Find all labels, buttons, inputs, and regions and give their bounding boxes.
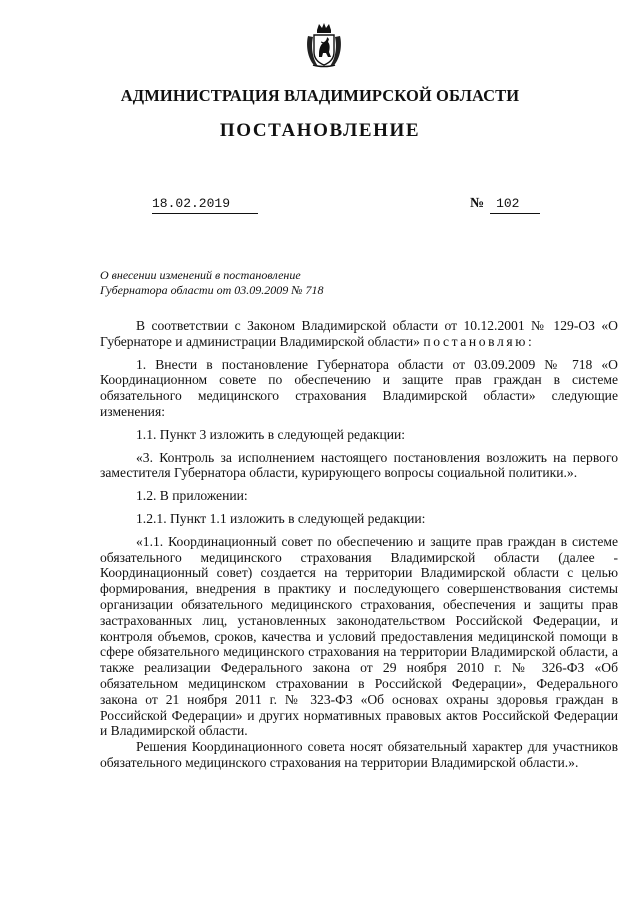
document-date: 18.02.2019 <box>152 196 258 214</box>
organization-title: АДМИНИСТРАЦИЯ ВЛАДИМИРСКОЙ ОБЛАСТИ <box>120 86 520 105</box>
preamble-paragraph <box>100 318 618 350</box>
document-subject <box>100 268 324 298</box>
preamble-action: постановляю: <box>423 333 535 349</box>
item-1-2-1-paragraph: 1.2.1. Пункт 1.1 изложить в следующей редакции: <box>136 510 426 526</box>
item-1-paragraph: 1. Внести в постановление Губернатора области от 03.09.2009 № 718 «О Координационном совете по обеспечению и защите прав граждан в системе обязательного медицинского страхования Владимирской области» следующие изменения: <box>100 356 618 419</box>
item-1-1-paragraph: 1.1. Пункт 3 изложить в следующей редакции: <box>136 426 406 442</box>
item-1-2-paragraph: 1.2. В приложении: <box>136 488 248 504</box>
subject-line: О внесении изменений в постановление <box>100 268 301 282</box>
document-body <box>100 318 618 771</box>
document-number: 102 <box>490 196 540 214</box>
number-sign: № <box>470 196 485 211</box>
item-1-1-text-paragraph: «3. Контроль за исполнением настоящего постановления возложить на первого заместителя Губернатора области, курирующего вопросы социальной политики.». <box>100 449 618 481</box>
subject-line: Губернатора области от 03.09.2009 № 718 <box>100 283 324 297</box>
document-type-title: ПОСТАНОВЛЕНИЕ <box>219 120 421 141</box>
coat-of-arms-emblem <box>305 22 343 68</box>
document-number-block <box>470 194 540 214</box>
item-1-2-1-text-paragraph: «1.1. Координационный совет по обеспечению и защите прав граждан в системе обязательного медицинского страхования Владимирской области (далее - Координационный совет) создается на территории Владимирской области с целью формирования, внедрения в практику и последующего совершенствования системы организации обязательного медицинского страхования, обеспечения и защиты прав застрахованных лиц, установленных законодательством Российской Федерации, и контроля объемов, сроков, качества и условий предоставления медицинской помощи в сфере обязательного медицинского страхования на территории Владимирской области, а также реализации Федерального закона от 29 ноября 2010 г. № 326-ФЗ «Об обязательном медицинском страховании в Российской Федерации», Федерального закона от 21 ноября 2011 г. № 323-ФЗ «Об основах охраны здоровья граждан в Российской Федерации» и других нормативных правовых актов Российской Федерации и Владимирской области. <box>100 533 618 739</box>
preamble-text: В соответствии с Законом Владимирской области от 10.12.2001 № 129-ОЗ «О Губернаторе и администрации Владимирской области» <box>100 318 618 349</box>
item-1-2-1-text2-paragraph: Решения Координационного совета носят обязательный характер для участников обязательного медицинского страхования на территории Владимирской области.». <box>100 739 618 770</box>
